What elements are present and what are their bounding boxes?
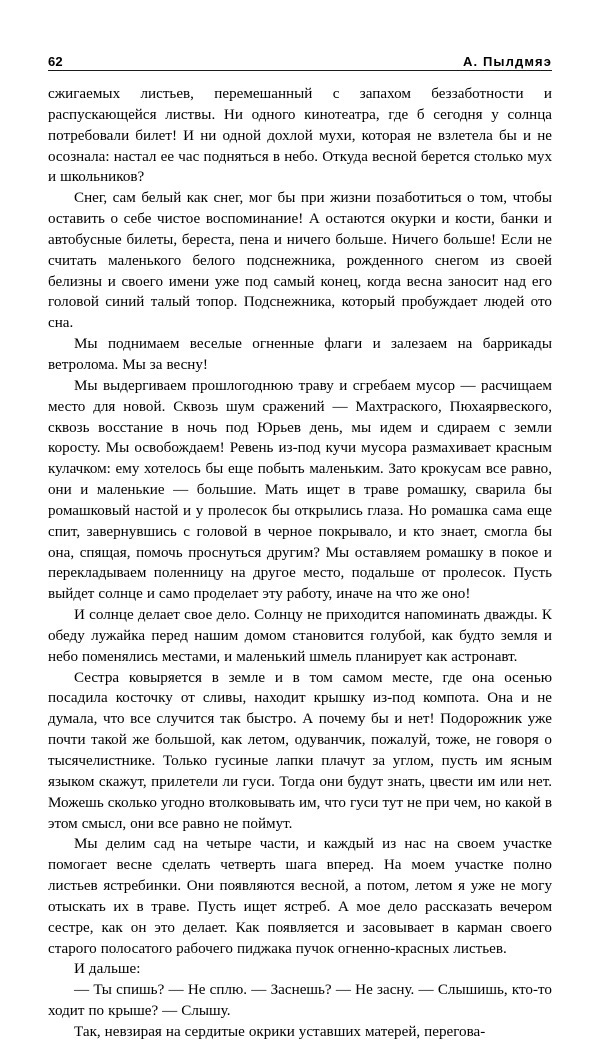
paragraph: Мы поднимаем веселые огненные флаги и залезаем на баррикады ветролома. Мы за весну! <box>48 336 552 373</box>
author-name: А. Пылдмяэ <box>463 54 552 69</box>
paragraph: Так, невзирая на сердитые окрики уставших матерей, перегова- <box>74 1023 486 1040</box>
paragraph: — Ты спишь? — Не сплю. — Заснешь? — Не засну. — Слышишь, кто-то ходит по крыше? — Слышу. <box>48 982 552 1020</box>
body-text <box>48 84 552 1043</box>
page-number: 62 <box>48 54 63 69</box>
paragraph: Сестра ковыряется в земле и в том самом месте, где она осенью посадила косточку от сливы, находит крышку из-под компота. Она и не думала, что все случится так быстро. А почему бы и нет! Подорожник уже почти такой же большой, как летом, одуванчик, пожалуй, тоже, не говоря о тысячелистнике. Только гусиные лапки плачут за углом, пусть им ясным языком скажут, прилетели ли гуси. Тогда они будут знать, цвести им или нет. Можешь сколько угодно втолковывать им, что гуси тут не при чем, но какой в этом смысл, они все равно не поймут. <box>48 669 552 832</box>
paragraph: И солнце делает свое дело. Солнцу не приходится напоминать дважды. К обеду лужайка перед нашим домом становится голубой, как будто земля и небо поменялись местами, и маленький шмель планирует как астронавт. <box>48 607 552 665</box>
paragraph: Мы выдергиваем прошлогоднюю траву и сгребаем мусор — расчищаем место для новой. Сквозь шум сражений — Махтраского, Пюхаярвеского, сквозь восстание в ночь под Юрьев день, мы идем и сдираем с земли коросту. Мы освобождаем! Ревень из-под кучи мусора размахивает красным кулачком: ему хотелось бы еще побыть маленьким. Зато крокусам все равно, они и маленькие — большие. Мать ищет в траве ромашку, сварила бы ромашковый настой и у пролесок бы открылись глаза. Но ромашка сама еще спит, завернувшись с головой в черное покрывало, и кто знает, смогла бы она, спящая, помочь проснуться другим? Мы оставляем ромашку в покое и перекладываем поленницу на другое место, подальше от пролесок. Пусть выйдет солнце и само проделает эту работу, иначе на что же оно! <box>48 377 552 603</box>
paragraph: Снег, сам белый как снег, мог бы при жизни позаботиться о том, чтобы оставить о себе чистое воспоминание! А остаются окурки и кости, банки и автобусные билеты, береста, пена и ничего больше. Ничего больше! Если не считать маленького белого подснежника, рожденного снегом из своей белизны и своего имени уже под самый конец, когда весна заносит над его головой синий талый топор. Подснежника, который пробуждает людей ото сна. <box>48 190 552 332</box>
running-head <box>48 44 552 71</box>
paragraph: Мы делим сад на четыре части, и каждый из нас на своем участке помогает весне сделать четверть шага вперед. На моем участке полно листьев ястребинки. Они появляются весной, а потом, летом я уже не могу отыскать их в траве. Пусть ищет ястреб. А мое дело рассказать вечером сестре, как он это делает. Как появляется и засовывает в карман своего старого полосатого рабочего пиджака пучок огненно-красных листьев. <box>48 836 552 957</box>
paragraph: сжигаемых листьев, перемешанный с запахом беззаботности и распускающейся листвы. Ни одного кинотеатра, где б сегодня у солнца потребовали билет! И ни одной дохлой мухи, которая не взлетела бы и не осознала: настал ее час подняться в небо. Откуда весной берется столько мух и школьников? <box>48 86 552 186</box>
paragraph: И дальше: <box>74 961 141 978</box>
